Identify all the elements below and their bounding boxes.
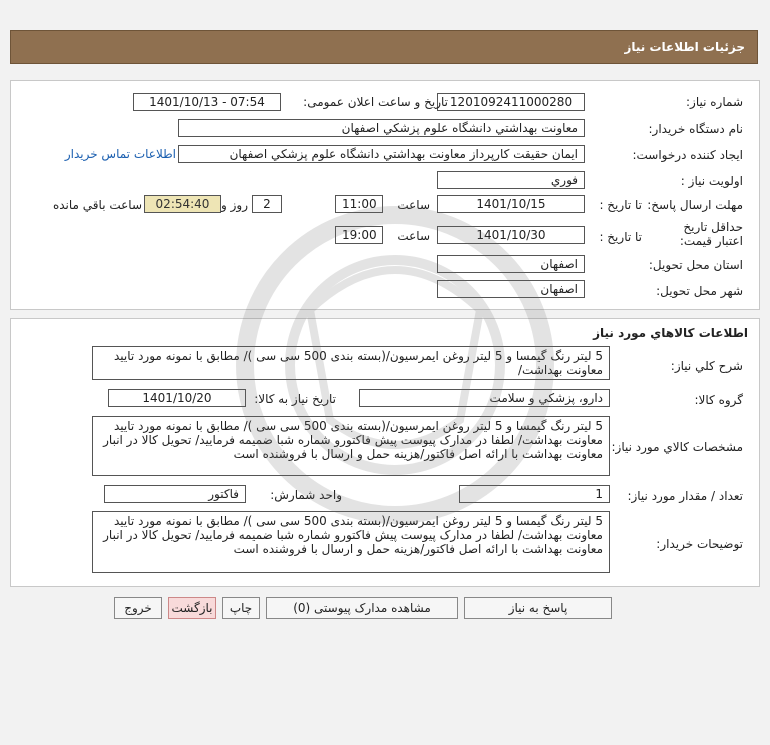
goods-spec-field: 5 لیتر رنگ گیمسا و 5 لیتر روغن ایمرسیون/(بسته بندی 500 سی سی )/ مطابق با نمونه مورد تایید معاونت بهداشت/ لطفا در مدارک پیوست پیش فاکتورو شماره شبا ضمیمه فرمایید/ تحویل کالا در انبار معاونت بهداشت با ارائه اصل فاکتور/هزینه حمل و ارسال با فروشنده است xyxy=(92,416,610,476)
deadline-date-field: 1401/10/15 xyxy=(437,195,585,213)
deadline-to-date-label: تا تاریخ : xyxy=(599,198,642,212)
page-title: جزئیات اطلاعات نیاز xyxy=(624,40,745,54)
need-date-field: 1401/10/20 xyxy=(108,389,246,407)
creator-label: ایجاد کننده درخواست: xyxy=(632,148,743,162)
deadline-time-field: 11:00 xyxy=(335,195,383,213)
goods-section-title: اطلاعات كالاهاي مورد نياز xyxy=(593,326,748,340)
need-description-field: 5 لیتر رنگ گیمسا و 5 لیتر روغن ایمرسیون/(بسته بندی 500 سی سی )/ مطابق با نمونه مورد تایید معاونت بهداشت/ xyxy=(92,346,610,380)
validity-label xyxy=(659,220,743,248)
view-attachments-button[interactable]: مشاهده مدارک پیوستی (0) xyxy=(266,597,458,619)
priority-field: فوري xyxy=(437,171,585,189)
back-button[interactable]: بازگشت xyxy=(168,597,216,619)
need-date-label: تاریخ نیاز به کالا: xyxy=(254,392,336,406)
goods-spec-label: مشخصات كالاي مورد نياز: xyxy=(611,440,743,454)
goods-group-label: گروه كالا: xyxy=(694,393,743,407)
city-field: اصفهان xyxy=(437,280,585,298)
need-description-label: شرح كلي نياز: xyxy=(670,359,743,373)
announce-field: 1401/10/13 - 07:54 xyxy=(133,93,281,111)
buyer-field: معاونت بهداشتي دانشگاه علوم پزشكي اصفهان xyxy=(178,119,585,137)
remaining-time-field: 02:54:40 xyxy=(144,195,221,213)
need-number-field: 1201092411000280 xyxy=(437,93,585,111)
buyer-contact-link[interactable]: اطلاعات تماس خریدار xyxy=(64,147,176,161)
buyer-notes-field: 5 لیتر رنگ گیمسا و 5 لیتر روغن ایمرسیون/(بسته بندی 500 سی سی )/ مطابق با نمونه مورد تایید معاونت بهداشت/ لطفا در مدارک پیوست پیش فاکتورو شماره شبا ضمیمه فرمایید/ تحویل کالا در انبار معاونت بهداشت با ارائه اصل فاکتور/هزینه حمل و ارسال با فروشنده است xyxy=(92,511,610,573)
page-header xyxy=(10,30,758,64)
quantity-field: 1 xyxy=(459,485,610,503)
unit-field: فاکتور xyxy=(104,485,246,503)
quantity-label: تعداد / مقدار مورد نیاز: xyxy=(627,489,743,503)
buyer-notes-label: توضیحات خریدار: xyxy=(656,537,743,551)
need-number-label: شماره نیاز: xyxy=(686,95,743,109)
deadline-time-label: ساعت xyxy=(397,198,430,212)
exit-button[interactable]: خروج xyxy=(114,597,162,619)
buyer-label: نام دستگاه خریدار: xyxy=(648,122,743,136)
priority-label: اولویت نیاز : xyxy=(680,174,743,188)
validity-to-date-label: تا تاریخ : xyxy=(599,230,642,244)
unit-label: واحد شمارش: xyxy=(270,488,342,502)
remaining-label: ساعت باقي مانده xyxy=(52,198,142,212)
deadline-label: مهلت ارسال پاسخ: xyxy=(647,198,743,212)
validity-time-label: ساعت xyxy=(397,229,430,243)
print-button[interactable]: چاپ xyxy=(222,597,260,619)
validity-time-field: 19:00 xyxy=(335,226,383,244)
province-field: اصفهان xyxy=(437,255,585,273)
goods-group-field: دارو، پزشكي و سلامت xyxy=(359,389,610,407)
creator-field: ایمان حقیقت کارپرداز معاونت بهداشتي دانشگاه علوم پزشكي اصفهان xyxy=(178,145,585,163)
remaining-days-field: 2 xyxy=(252,195,282,213)
province-label: استان محل تحویل: xyxy=(648,258,743,272)
announce-label: تاریخ و ساعت اعلان عمومی: xyxy=(303,95,448,109)
day-and-label: روز و xyxy=(221,198,248,212)
validity-date-field: 1401/10/30 xyxy=(437,226,585,244)
need-info-panel xyxy=(10,80,760,310)
reply-button[interactable]: پاسخ به نیاز xyxy=(464,597,612,619)
validity-label-text: حداقل تاریخ اعتبار قیمت: xyxy=(679,220,743,248)
city-label: شهر محل تحویل: xyxy=(656,284,743,298)
